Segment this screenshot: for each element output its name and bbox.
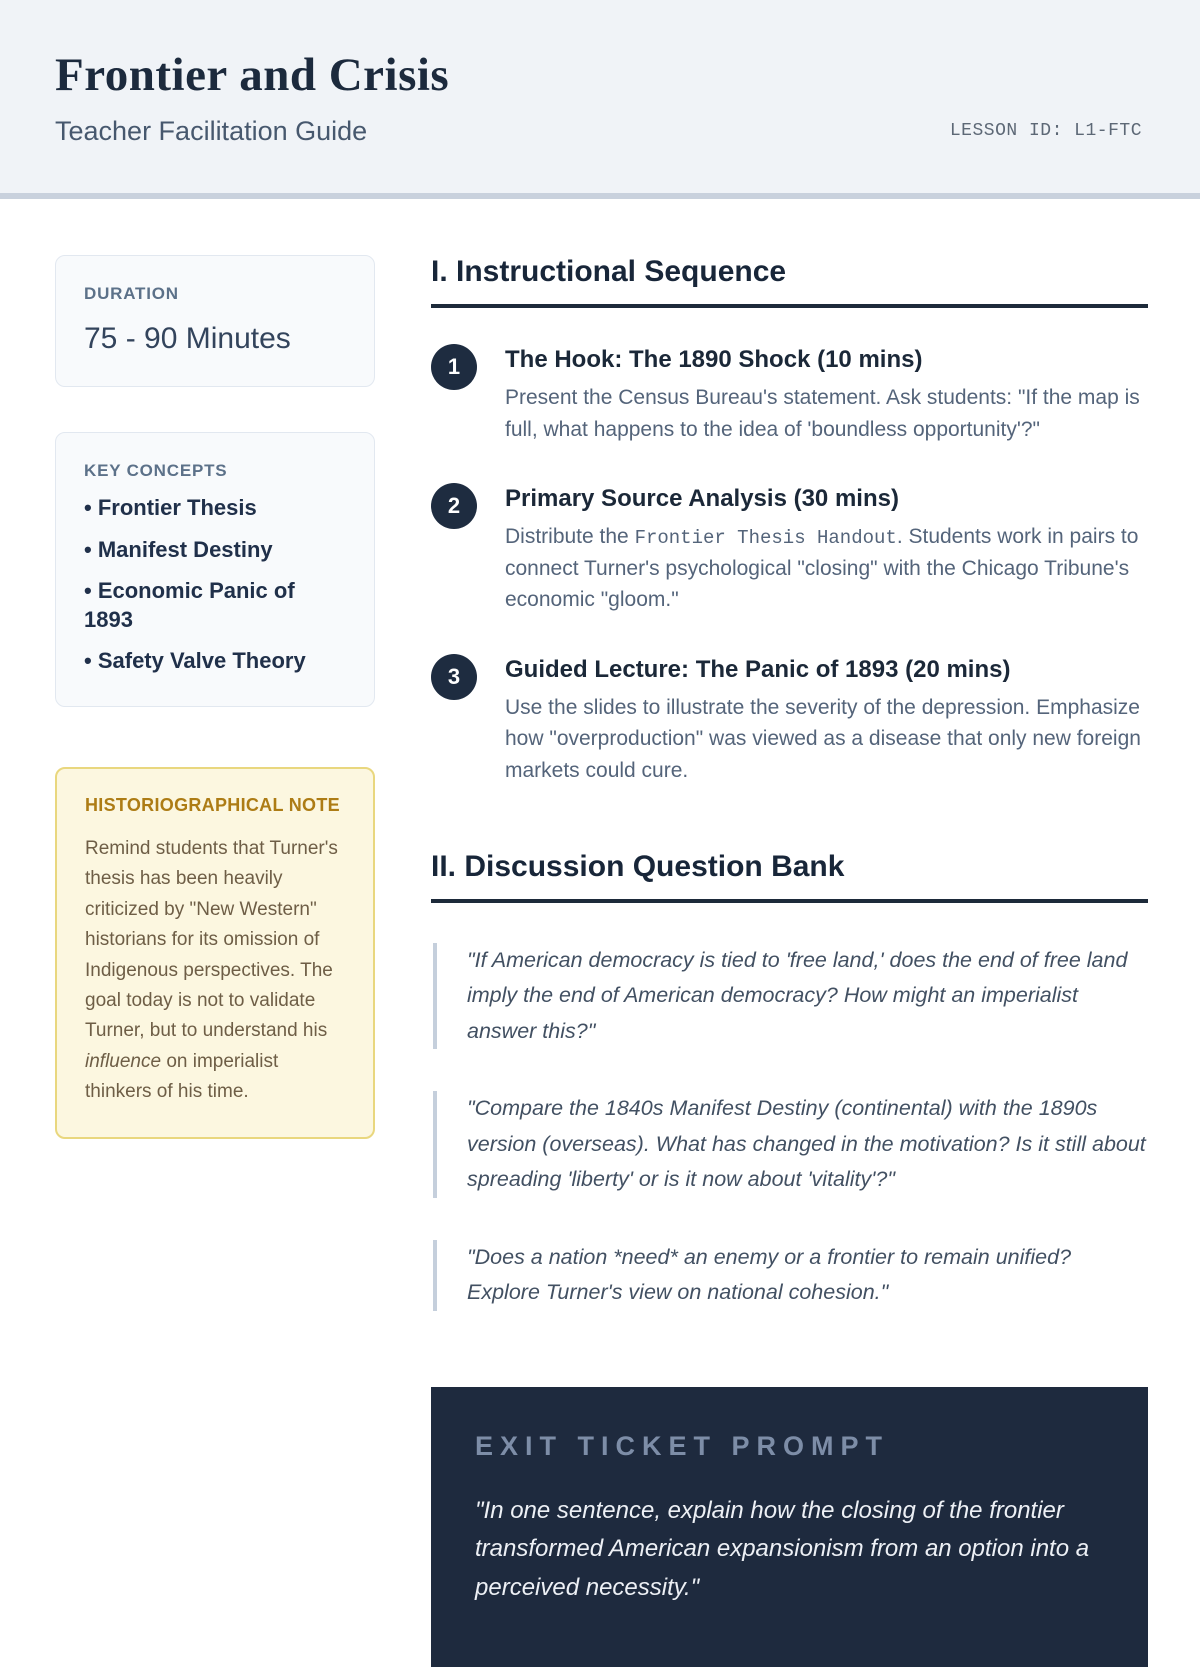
- note-text-pre: Remind students that Turner's thesis has been heavily criticized by "New Western" historians for its omission of Indigenous perspectives. The goal today is not to validate Turner, but to understand his: [85, 837, 338, 1042]
- note-text-emphasis: influence: [85, 1050, 162, 1072]
- duration-label: DURATION: [84, 284, 179, 303]
- concept-item: • Economic Panic of 1893: [84, 577, 346, 634]
- main-column: [431, 255, 1148, 1667]
- step-content: [505, 654, 1148, 787]
- header-titles: [55, 48, 449, 147]
- step-body-text: . Students work in pairs to connect Turner's psychological "closing" with the Chicago Tribune's economic "gloom.": [505, 525, 1139, 611]
- note-label: HISTORIOGRAPHICAL NOTE: [85, 794, 340, 815]
- page-title: Frontier and Crisis: [55, 49, 450, 101]
- step-content: [505, 483, 1148, 616]
- instructional-sequence-section: [431, 255, 1148, 786]
- step-body-text: Distribute the: [505, 525, 635, 548]
- step-3: [431, 654, 1148, 787]
- step-body: [505, 692, 1148, 787]
- lesson-id: LESSON ID: L1-FTC: [949, 121, 1142, 141]
- step-body: [505, 521, 1148, 616]
- note-text-post: on imperialist thinkers of his time.: [85, 1050, 279, 1103]
- discussion-question-bank-section: [431, 850, 1148, 1311]
- concept-item: • Safety Valve Theory: [84, 647, 346, 676]
- step-number-badge: 1: [431, 344, 477, 390]
- key-concepts-card: [55, 432, 375, 707]
- discussion-question: "Does a nation *need* an enemy or a frontier to remain unified? Explore Turner's view on national cohesion.": [433, 1240, 1148, 1311]
- note-text: [85, 834, 347, 1108]
- page-header: [0, 0, 1200, 199]
- duration-card: [55, 255, 375, 387]
- step-body-mono: Frontier Thesis Handout: [634, 527, 897, 549]
- exit-ticket-card: [431, 1387, 1148, 1667]
- question-list: [431, 943, 1148, 1311]
- step-body-text: Use the slides to illustrate the severity of the depression. Emphasize how "overproduction" was viewed as a disease that only new foreign markets could cure.: [505, 695, 1141, 782]
- concept-item: • Manifest Destiny: [84, 536, 346, 565]
- step-title: The Hook: The 1890 Shock (10 mins): [505, 346, 923, 373]
- discussion-question: "Compare the 1840s Manifest Destiny (continental) with the 1890s version (overseas). What has changed in the motivation? Is it still about spreading 'liberty' or is it now about 'vitality'?": [433, 1091, 1148, 1197]
- historiographical-note-card: [55, 767, 375, 1140]
- concept-item: • Frontier Thesis: [84, 494, 346, 523]
- step-number-badge: 2: [431, 483, 477, 529]
- exit-ticket-label: EXIT TICKET PROMPT: [475, 1430, 890, 1461]
- sidebar: [55, 255, 375, 1139]
- exit-ticket-text: "In one sentence, explain how the closing of the frontier transformed American expansionism from an option into a perceived necessity.": [475, 1496, 1090, 1601]
- section-heading-discussion-question-bank: II. Discussion Question Bank: [431, 850, 1148, 903]
- key-concepts-list: [84, 494, 346, 676]
- step-body: [505, 382, 1148, 445]
- discussion-question: "If American democracy is tied to 'free land,' does the end of free land imply the end of American democracy? How might an imperialist answer this?": [433, 943, 1148, 1049]
- page-subtitle: Teacher Facilitation Guide: [55, 116, 368, 146]
- step-number-badge: 3: [431, 654, 477, 700]
- step-2: [431, 483, 1148, 616]
- step-title: Guided Lecture: The Panic of 1893 (20 mins): [505, 655, 1011, 683]
- step-content: [505, 344, 1148, 445]
- steps-list: [431, 344, 1148, 786]
- duration-value: 75 - 90 Minutes: [84, 322, 291, 355]
- step-body-text: Present the Census Bureau's statement. Ask students: "If the map is full, what happens to the idea of 'boundless opportunity'?": [505, 386, 1140, 441]
- key-concepts-label: KEY CONCEPTS: [84, 461, 228, 480]
- content-area: [0, 199, 1200, 1667]
- step-title: Primary Source Analysis (30 mins): [505, 485, 899, 512]
- step-1: [431, 344, 1148, 445]
- section-heading-instructional-sequence: I. Instructional Sequence: [431, 255, 1148, 308]
